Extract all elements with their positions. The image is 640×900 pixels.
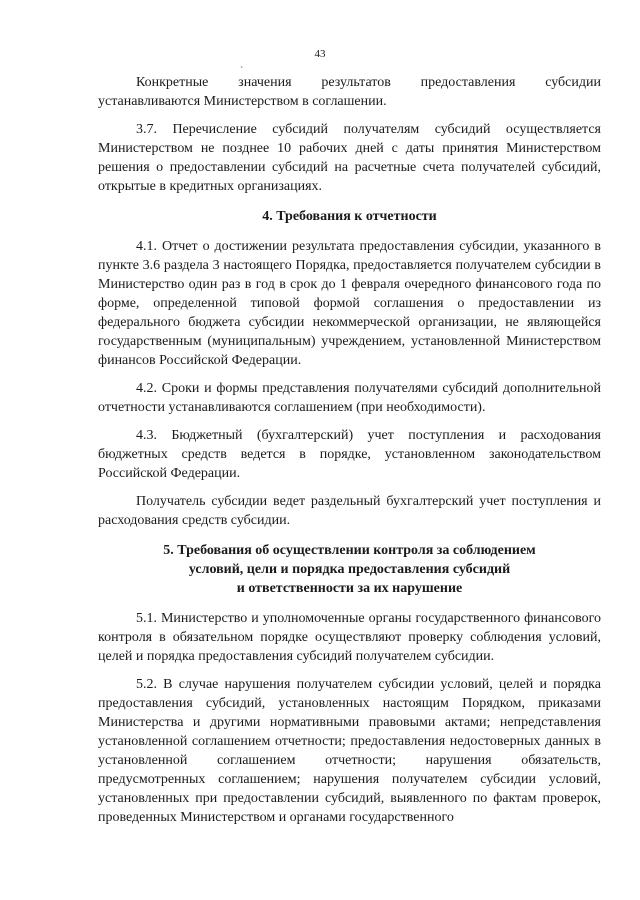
section-5-heading-line: и ответственности за их нарушение [236,581,463,596]
paragraph-5-2: 5.2. В случае нарушения получателем субсидии условий, целей и порядка предоставления субсидий, установленных настоящим Порядком, приказами Министерства и другими нормативными правовыми актами; непредставления установленной соглашением отчетности; предоставления недостоверных данных в установленной соглашением отчетности; нарушения обязательств, предусмотренных соглашением; нарушения получателем субсидии условий, установленных при предоставлении субсидий, выявленного по фактам проверок, проведенных Министерством и органами государственного [98,677,601,825]
paragraph-4-3: 4.3. Бюджетный (бухгалтерский) учет поступления и расходования бюджетных средств ведется в порядке, установленном законодательством Российской Федерации. [98,428,601,481]
paragraph-4-2: 4.2. Сроки и формы представления получателями субсидий дополнительной отчетности устанавливаются соглашением (при необходимости). [98,381,601,415]
scan-mark: ` [240,66,244,77]
section-5-heading [98,541,601,598]
paragraph-3-7: 3.7. Перечисление субсидий получателям субсидий осуществляется Министерством не позднее 10 рабочих дней с даты принятия Министерством решения о предоставлении субсидий на расчетные счета получателей субсидий, открытые в кредитных организациях. [98,122,601,194]
page-number: 43 [314,48,326,60]
document-body [98,73,601,836]
section-5-heading-line: условий, цели и порядка предоставления субсидий [188,562,511,577]
section-5-heading-line: 5. Требования об осуществлении контроля за соблюдением [163,543,536,558]
paragraph-4-1: 4.1. Отчет о достижении результата предоставления субсидии, указанного в пункте 3.6 раздела 3 настоящего Порядка, предоставляется получателем субсидии в Министерство один раз в год в срок до 1 февраля очередного финансового года по форме, определенной типовой формой соглашения о предоставлении из федерального бюджета субсидии некоммерческой организации, не являющейся государственным (муниципальным) учреждением, установленной Министерством финансов Российской Федерации. [98,239,601,368]
paragraph-separate-accounting: Получатель субсидии ведет раздельный бухгалтерский учет поступления и расходования средств субсидии. [98,494,601,528]
paragraph-results-values: Конкретные значения результатов предоставления субсидии устанавливаются Министерством в соглашении. [98,75,601,109]
section-4-heading: 4. Требования к отчетности [262,209,437,224]
paragraph-5-1: 5.1. Министерство и уполномоченные органы государственного финансового контроля в обязательном порядке осуществляют проверку соблюдения условий, целей и порядка предоставления субсидий получателем субсидии. [98,611,601,664]
